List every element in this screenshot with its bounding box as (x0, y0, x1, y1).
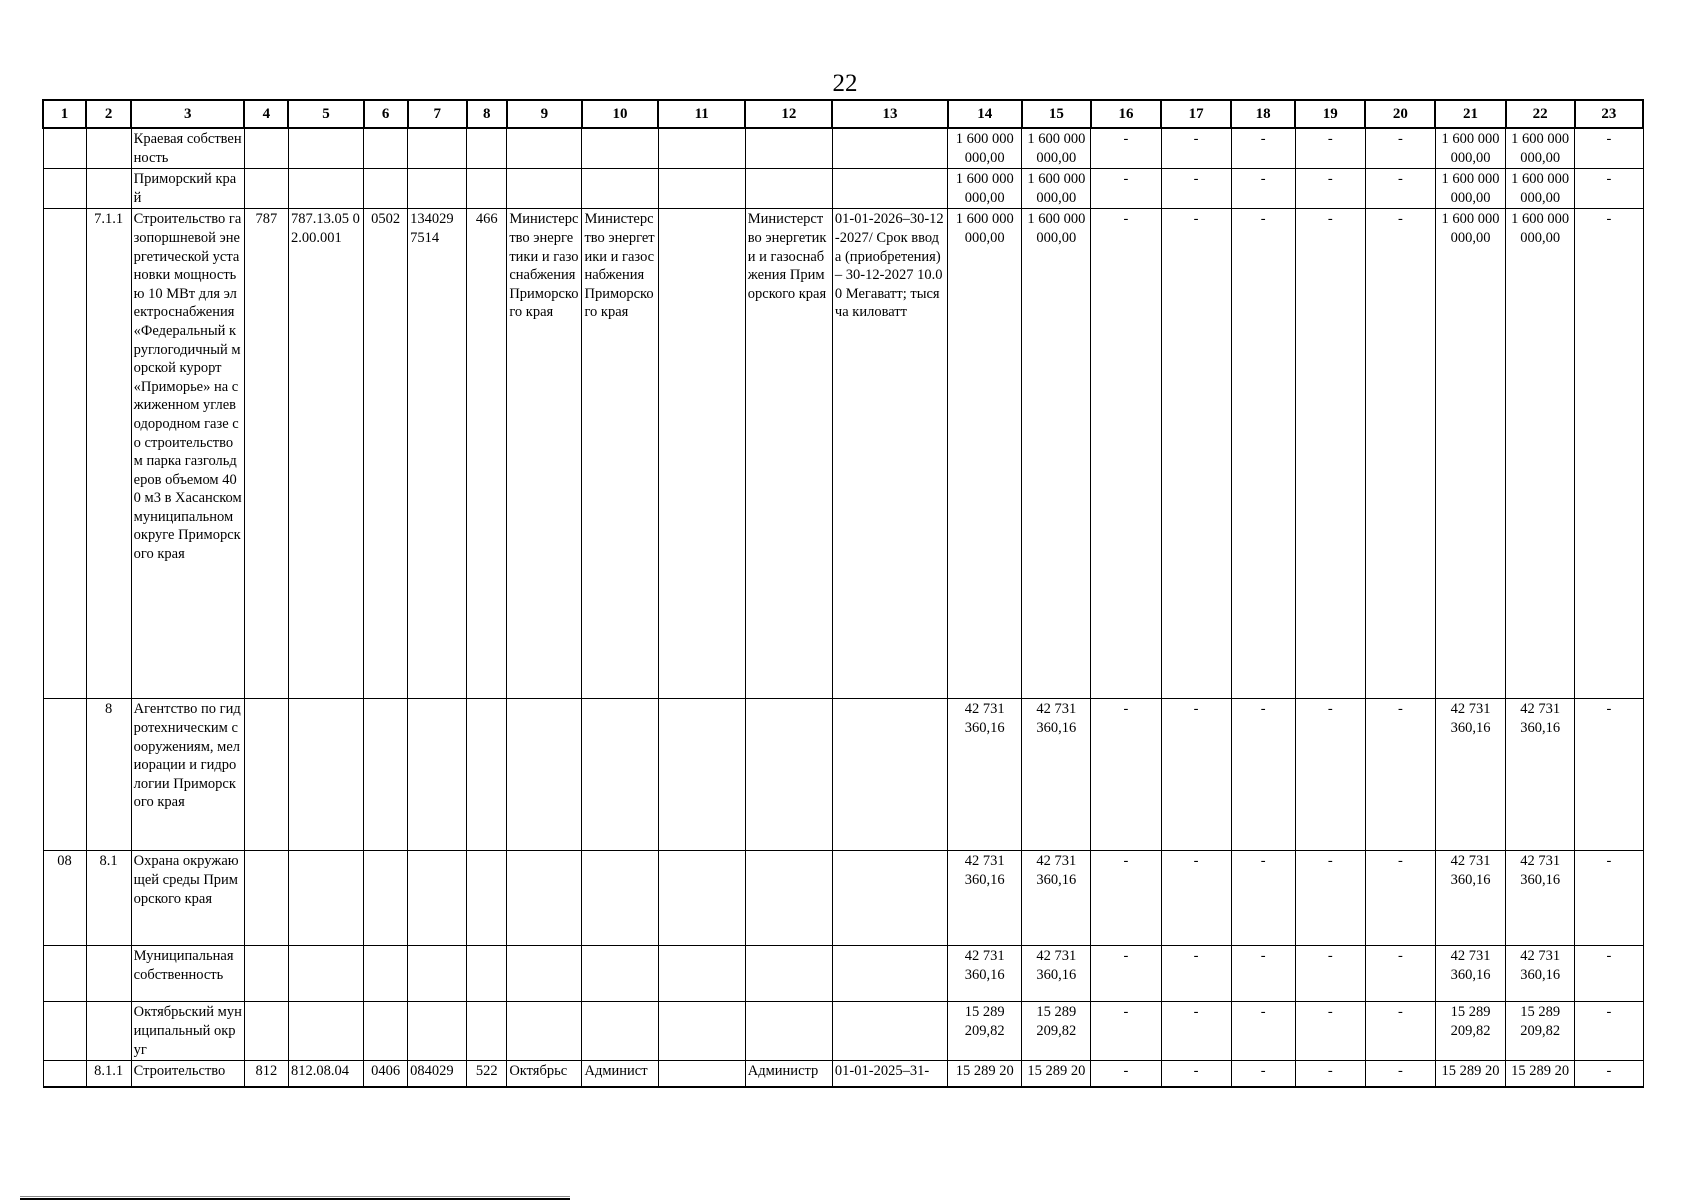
table-cell-col-15: 15 289 209,82 (1022, 1002, 1091, 1061)
table-cell-col-1 (43, 946, 86, 1002)
table-cell-col-7 (408, 699, 467, 851)
table-cell-col-15: 1 600 000 000,00 (1022, 128, 1091, 169)
table-cell-col-13: 01-01-2025–31- (832, 1061, 947, 1087)
table-cell-col-6 (364, 128, 408, 169)
table-cell-col-20: - (1365, 209, 1435, 699)
table-cell-col-12: Администр (745, 1061, 832, 1087)
table-cell-col-11 (658, 699, 745, 851)
table-cell-col-21: 15 289 20 (1435, 1061, 1505, 1087)
table-cell-col-12 (745, 169, 832, 209)
table-cell-col-22: 1 600 000 000,00 (1506, 169, 1575, 209)
table-row (43, 1061, 1643, 1087)
table-cell-col-15: 1 600 000 000,00 (1022, 169, 1091, 209)
column-header-19: 19 (1295, 100, 1365, 128)
table-cell-col-7 (408, 169, 467, 209)
table-cell-col-13 (832, 128, 947, 169)
table-cell-col-22: 42 731 360,16 (1506, 946, 1575, 1002)
table-cell-col-8 (467, 128, 507, 169)
table-cell-col-14: 15 289 20 (948, 1061, 1022, 1087)
table-cell-col-1 (43, 128, 86, 169)
column-header-16: 16 (1091, 100, 1161, 128)
table-cell-col-15: 42 731 360,16 (1022, 699, 1091, 851)
table-cell-col-21: 15 289 209,82 (1435, 1002, 1505, 1061)
table-cell-col-8: 466 (467, 209, 507, 699)
table-cell-col-6 (364, 699, 408, 851)
table-cell-col-4: 787 (244, 209, 288, 699)
table-cell-col-20: - (1365, 946, 1435, 1002)
table-cell-col-15: 42 731 360,16 (1022, 851, 1091, 946)
table-cell-col-16: - (1091, 946, 1161, 1002)
table-cell-col-1: 08 (43, 851, 86, 946)
column-header-11: 11 (658, 100, 745, 128)
column-header-1: 1 (43, 100, 86, 128)
footnote-separator-shadow (20, 1196, 570, 1197)
table-cell-col-3: Охрана окружающей среды Приморского края (131, 851, 244, 946)
table-cell-col-18: - (1231, 1002, 1295, 1061)
column-header-6: 6 (364, 100, 408, 128)
table-cell-col-8 (467, 1002, 507, 1061)
table-cell-col-14: 1 600 000 000,00 (948, 209, 1022, 699)
table-cell-col-14: 15 289 209,82 (948, 1002, 1022, 1061)
table-cell-col-15: 15 289 20 (1022, 1061, 1091, 1087)
table-row (43, 946, 1643, 1002)
table-cell-col-13 (832, 169, 947, 209)
table-cell-col-12 (745, 946, 832, 1002)
table-cell-col-4 (244, 946, 288, 1002)
column-header-23: 23 (1575, 100, 1643, 128)
table-cell-col-10: Министерство энергетики и газоснабжения Приморского края (582, 209, 658, 699)
table-cell-col-16: - (1091, 699, 1161, 851)
column-header-12: 12 (745, 100, 832, 128)
table-cell-col-17: - (1161, 699, 1231, 851)
table-row (43, 169, 1643, 209)
table-cell-col-1 (43, 209, 86, 699)
table-cell-col-2 (86, 946, 131, 1002)
table-cell-col-3: Агентство по гидротехническим сооружениям, мелиорации и гидрологии Приморского края (131, 699, 244, 851)
table-row (43, 1002, 1643, 1061)
table-cell-col-10 (582, 851, 658, 946)
table-cell-col-11 (658, 946, 745, 1002)
column-header-17: 17 (1161, 100, 1231, 128)
table-cell-col-12 (745, 1002, 832, 1061)
table-cell-col-8 (467, 946, 507, 1002)
table-cell-col-9 (507, 699, 582, 851)
table-cell-col-14: 42 731 360,16 (948, 946, 1022, 1002)
table-cell-col-21: 1 600 000 000,00 (1435, 128, 1505, 169)
table-cell-col-21: 1 600 000 000,00 (1435, 169, 1505, 209)
table-cell-col-19: - (1295, 1002, 1365, 1061)
table-cell-col-12: Министерство энергетики и газоснабжения Приморского края (745, 209, 832, 699)
table-cell-col-21: 42 731 360,16 (1435, 946, 1505, 1002)
table-cell-col-13 (832, 1002, 947, 1061)
table-cell-col-7 (408, 851, 467, 946)
table-cell-col-11 (658, 1061, 745, 1087)
table-cell-col-16: - (1091, 128, 1161, 169)
column-header-5: 5 (288, 100, 363, 128)
table-cell-col-5 (288, 946, 363, 1002)
table-cell-col-19: - (1295, 946, 1365, 1002)
table-cell-col-10: Админист (582, 1061, 658, 1087)
table-cell-col-20: - (1365, 169, 1435, 209)
table-cell-col-23: - (1575, 1002, 1643, 1061)
table-cell-col-22: 1 600 000 000,00 (1506, 209, 1575, 699)
table-row (43, 699, 1643, 851)
table-cell-col-13: 01-01-2026–30-12-2027/ Срок ввода (приобретения) – 30-12-2027 10.00 Мегаватт; тысяча киловатт (832, 209, 947, 699)
table-cell-col-4 (244, 1002, 288, 1061)
table-cell-col-23: - (1575, 209, 1643, 699)
column-header-22: 22 (1506, 100, 1575, 128)
table-cell-col-21: 42 731 360,16 (1435, 851, 1505, 946)
table-cell-col-23: - (1575, 946, 1643, 1002)
table-cell-col-17: - (1161, 1061, 1231, 1087)
table-cell-col-16: - (1091, 851, 1161, 946)
column-header-20: 20 (1365, 100, 1435, 128)
header-row (43, 100, 1643, 128)
column-header-15: 15 (1022, 100, 1091, 128)
table-cell-col-4 (244, 169, 288, 209)
table-cell-col-10 (582, 128, 658, 169)
column-header-3: 3 (131, 100, 244, 128)
table-cell-col-9: Министерство энергетики и газоснабжения Приморского края (507, 209, 582, 699)
table-cell-col-3: Строительство (131, 1061, 244, 1087)
table-cell-col-23: - (1575, 1061, 1643, 1087)
table-cell-col-19: - (1295, 209, 1365, 699)
table-cell-col-22: 15 289 209,82 (1506, 1002, 1575, 1061)
table-cell-col-20: - (1365, 128, 1435, 169)
table-row (43, 128, 1643, 169)
table-cell-col-17: - (1161, 169, 1231, 209)
table-cell-col-20: - (1365, 699, 1435, 851)
table-cell-col-14: 1 600 000 000,00 (948, 128, 1022, 169)
table-cell-col-7 (408, 1002, 467, 1061)
table-cell-col-11 (658, 128, 745, 169)
table-cell-col-8: 522 (467, 1061, 507, 1087)
column-header-10: 10 (582, 100, 658, 128)
column-header-4: 4 (244, 100, 288, 128)
table-cell-col-9 (507, 169, 582, 209)
table-cell-col-12 (745, 128, 832, 169)
table-cell-col-8 (467, 699, 507, 851)
table-cell-col-19: - (1295, 169, 1365, 209)
table-cell-col-19: - (1295, 699, 1365, 851)
column-header-13: 13 (832, 100, 947, 128)
column-header-2: 2 (86, 100, 131, 128)
table-cell-col-4 (244, 851, 288, 946)
table-cell-col-4: 812 (244, 1061, 288, 1087)
table-cell-col-23: - (1575, 128, 1643, 169)
table-cell-col-22: 15 289 20 (1506, 1061, 1575, 1087)
table-cell-col-22: 42 731 360,16 (1506, 851, 1575, 946)
table-cell-col-9: Октябрьс (507, 1061, 582, 1087)
table-cell-col-12 (745, 699, 832, 851)
table-cell-col-10 (582, 946, 658, 1002)
table-row (43, 209, 1643, 699)
table-cell-col-6: 0502 (364, 209, 408, 699)
table-cell-col-10 (582, 699, 658, 851)
table-cell-col-2: 8 (86, 699, 131, 851)
table-cell-col-12 (745, 851, 832, 946)
table-cell-col-3: Строительство газопоршневой энергетической установки мощностью 10 МВт для электроснабжения «Федеральный круглогодичный морской курорт «Приморье» на сжиженном углеводородном газе со строительством парка газгольдеров объемом 400 м3 в Хасанском муниципальном округе Приморского края (131, 209, 244, 699)
table-cell-col-10 (582, 1002, 658, 1061)
table-cell-col-11 (658, 169, 745, 209)
table-cell-col-3: Краевая собственность (131, 128, 244, 169)
table-cell-col-6 (364, 946, 408, 1002)
table-cell-col-2: 8.1.1 (86, 1061, 131, 1087)
table-cell-col-4 (244, 699, 288, 851)
table-cell-col-9 (507, 946, 582, 1002)
table-cell-col-14: 1 600 000 000,00 (948, 169, 1022, 209)
table-cell-col-19: - (1295, 851, 1365, 946)
table-cell-col-13 (832, 699, 947, 851)
table-cell-col-10 (582, 169, 658, 209)
table-cell-col-13 (832, 946, 947, 1002)
table-cell-col-20: - (1365, 1061, 1435, 1087)
table-row (43, 851, 1643, 946)
table-cell-col-14: 42 731 360,16 (948, 851, 1022, 946)
table-cell-col-1 (43, 699, 86, 851)
table-cell-col-2: 7.1.1 (86, 209, 131, 699)
table-cell-col-1 (43, 169, 86, 209)
table-cell-col-5: 812.08.04 (288, 1061, 363, 1087)
table-cell-col-5 (288, 851, 363, 946)
column-header-7: 7 (408, 100, 467, 128)
column-header-18: 18 (1231, 100, 1295, 128)
table-cell-col-13 (832, 851, 947, 946)
table-cell-col-2: 8.1 (86, 851, 131, 946)
table-cell-col-14: 42 731 360,16 (948, 699, 1022, 851)
table-cell-col-18: - (1231, 169, 1295, 209)
table-cell-col-17: - (1161, 851, 1231, 946)
column-header-9: 9 (507, 100, 582, 128)
table-cell-col-6: 0406 (364, 1061, 408, 1087)
budget-table (42, 99, 1644, 1088)
page-number: 22 (832, 70, 858, 97)
table-cell-col-20: - (1365, 851, 1435, 946)
column-header-8: 8 (467, 100, 507, 128)
table-cell-col-16: - (1091, 169, 1161, 209)
table-cell-col-7: 134029 7514 (408, 209, 467, 699)
table-cell-col-17: - (1161, 946, 1231, 1002)
column-header-21: 21 (1435, 100, 1505, 128)
table-cell-col-5 (288, 1002, 363, 1061)
table-cell-col-16: - (1091, 1002, 1161, 1061)
table-cell-col-15: 1 600 000 000,00 (1022, 209, 1091, 699)
table-cell-col-18: - (1231, 699, 1295, 851)
table-cell-col-3: Муниципальная собственность (131, 946, 244, 1002)
table-cell-col-5 (288, 699, 363, 851)
table-cell-col-11 (658, 851, 745, 946)
table-cell-col-6 (364, 1002, 408, 1061)
table-cell-col-21: 1 600 000 000,00 (1435, 209, 1505, 699)
table-cell-col-3: Приморский край (131, 169, 244, 209)
table-cell-col-11 (658, 209, 745, 699)
table-cell-col-8 (467, 169, 507, 209)
table-cell-col-18: - (1231, 209, 1295, 699)
table-cell-col-18: - (1231, 1061, 1295, 1087)
table-cell-col-17: - (1161, 1002, 1231, 1061)
table-cell-col-6 (364, 169, 408, 209)
table-cell-col-7: 084029 (408, 1061, 467, 1087)
table-cell-col-18: - (1231, 946, 1295, 1002)
table-cell-col-18: - (1231, 851, 1295, 946)
table-cell-col-23: - (1575, 851, 1643, 946)
table-cell-col-19: - (1295, 128, 1365, 169)
table-cell-col-16: - (1091, 209, 1161, 699)
column-header-14: 14 (948, 100, 1022, 128)
table-cell-col-7 (408, 128, 467, 169)
table-cell-col-2 (86, 1002, 131, 1061)
table-cell-col-8 (467, 851, 507, 946)
table-cell-col-2 (86, 128, 131, 169)
table-cell-col-4 (244, 128, 288, 169)
table-cell-col-11 (658, 1002, 745, 1061)
table-cell-col-9 (507, 128, 582, 169)
table-cell-col-5 (288, 169, 363, 209)
table-cell-col-22: 1 600 000 000,00 (1506, 128, 1575, 169)
table-cell-col-9 (507, 1002, 582, 1061)
table-cell-col-23: - (1575, 699, 1643, 851)
table-cell-col-7 (408, 946, 467, 1002)
table-cell-col-16: - (1091, 1061, 1161, 1087)
table-cell-col-5 (288, 128, 363, 169)
table-cell-col-23: - (1575, 169, 1643, 209)
table-cell-col-6 (364, 851, 408, 946)
table-cell-col-19: - (1295, 1061, 1365, 1087)
table-cell-col-20: - (1365, 1002, 1435, 1061)
table-cell-col-1 (43, 1002, 86, 1061)
table-cell-col-18: - (1231, 128, 1295, 169)
table-cell-col-17: - (1161, 209, 1231, 699)
table-cell-col-5: 787.13.05 02.00.001 (288, 209, 363, 699)
table-cell-col-3: Октябрьский муниципальный округ (131, 1002, 244, 1061)
table-cell-col-9 (507, 851, 582, 946)
table-cell-col-2 (86, 169, 131, 209)
table-cell-col-21: 42 731 360,16 (1435, 699, 1505, 851)
table-cell-col-22: 42 731 360,16 (1506, 699, 1575, 851)
table-cell-col-15: 42 731 360,16 (1022, 946, 1091, 1002)
table-cell-col-1 (43, 1061, 86, 1087)
table-cell-col-17: - (1161, 128, 1231, 169)
